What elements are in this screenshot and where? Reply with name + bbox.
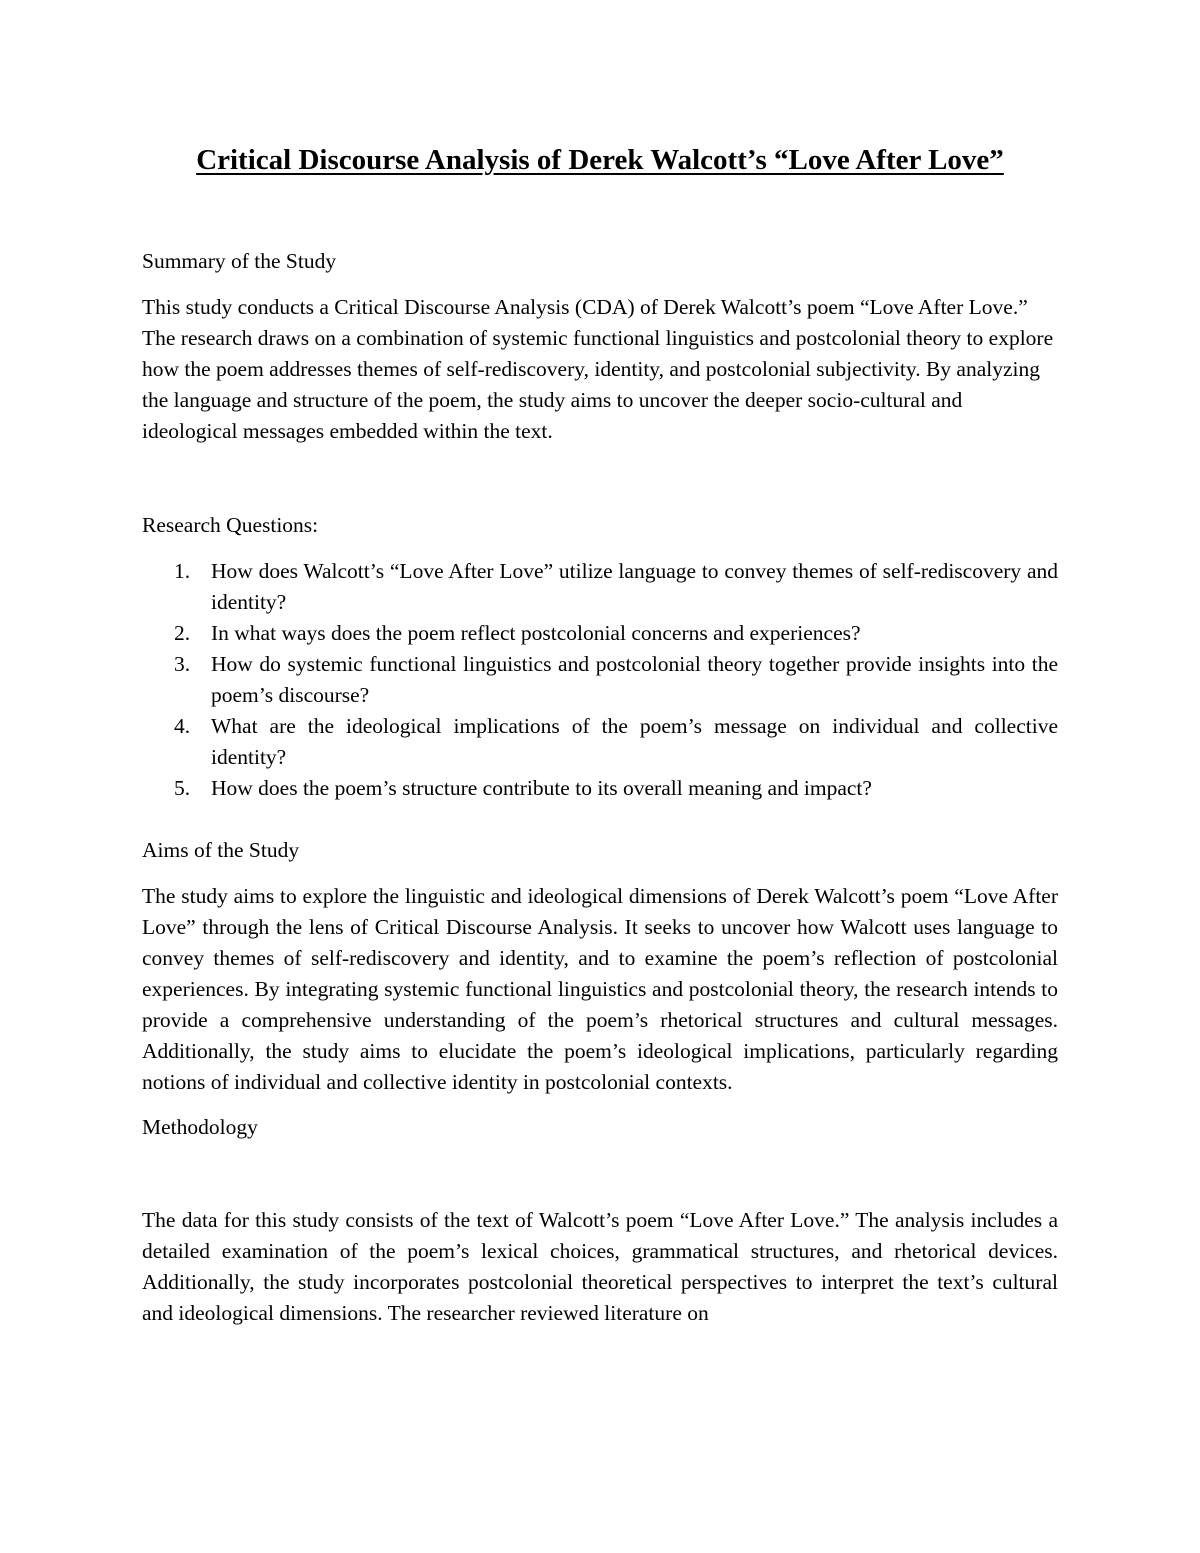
summary-paragraph: This study conducts a Critical Discourse Analysis (CDA) of Derek Walcott’s poem “Love After Love.” The research draws on a combination of systemic functional linguistics and postcolonial theory to explore how the poem addresses themes of self-rediscovery, identity, and postcolonial subjectivity. By analyzing the language and structure of the poem, the study aims to uncover the deeper socio-cultural and ideological messages embedded within the text.: [142, 295, 1054, 443]
document-content: [142, 138, 1058, 1329]
aims-heading: Aims of the Study: [142, 838, 300, 862]
list-item: [142, 556, 1058, 618]
list-item-text: How do systemic functional linguistics and postcolonial theory together provide insights into the poem’s discourse?: [211, 652, 1058, 707]
list-item: [142, 711, 1058, 773]
summary-heading: Summary of the Study: [142, 249, 337, 273]
research-questions-list: [142, 556, 1058, 804]
list-item-number: 2.: [174, 621, 191, 645]
research-questions-heading: Research Questions:: [142, 513, 319, 537]
list-item-number: 5.: [174, 776, 191, 800]
methodology-paragraph: The data for this study consists of the text of Walcott’s poem “Love After Love.” The analysis includes a detailed examination of the poem’s lexical choices, grammatical structures, and rhetorical devices. Additionally, the study incorporates postcolonial theoretical perspectives to interpret the text’s cultural and ideological dimensions. The researcher reviewed literature on: [142, 1208, 1058, 1325]
list-item: [142, 649, 1058, 711]
list-item-number: 3.: [174, 652, 191, 676]
document-title: Critical Discourse Analysis of Derek Walcott’s “Love After Love”: [196, 144, 1004, 176]
list-item-text: In what ways does the poem reflect postcolonial concerns and experiences?: [211, 621, 861, 645]
list-item-text: How does the poem’s structure contribute to its overall meaning and impact?: [211, 776, 872, 800]
list-item: [142, 773, 1058, 804]
aims-paragraph: The study aims to explore the linguistic and ideological dimensions of Derek Walcott’s poem “Love After Love” through the lens of Critical Discourse Analysis. It seeks to uncover how Walcott uses language to convey themes of self-rediscovery and identity, and to examine the poem’s reflection of postcolonial experiences. By integrating systemic functional linguistics and postcolonial theory, the research intends to provide a comprehensive understanding of the poem’s rhetorical structures and cultural messages. Additionally, the study aims to elucidate the poem’s ideological implications, particularly regarding notions of individual and collective identity in postcolonial contexts.: [142, 884, 1058, 1094]
list-item: [142, 618, 1058, 649]
list-item-number: 4.: [174, 714, 191, 738]
list-item-text: How does Walcott’s “Love After Love” utilize language to convey themes of self-rediscovery and identity?: [211, 559, 1058, 614]
list-item-text: What are the ideological implications of the poem’s message on individual and collective identity?: [211, 714, 1058, 769]
list-item-number: 1.: [174, 559, 191, 583]
methodology-heading: Methodology: [142, 1115, 258, 1139]
